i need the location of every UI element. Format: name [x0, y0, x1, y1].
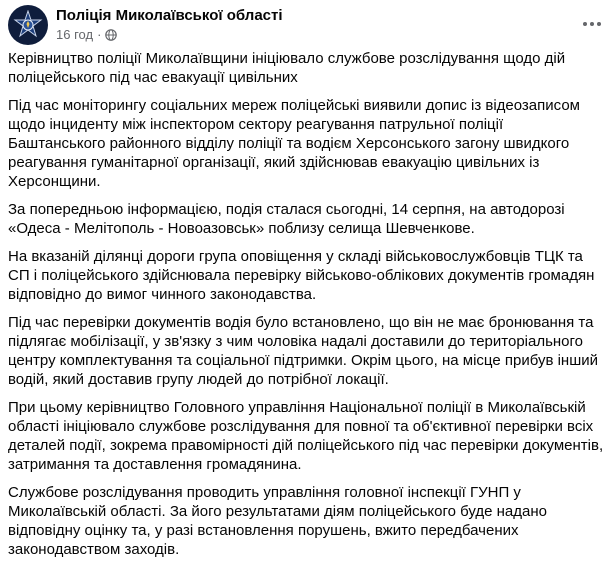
post-paragraph: Під час перевірки документів водія було встановлено, що він не має бронювання та підлягає мобілізації, у зв'язку з чим чоловіка надалі доставили до територіального центру комплектування та соціальної підтримки. Окрім цього, на місце прибув інший водій, який доставив групу людей до потрібної локації.: [8, 314, 599, 388]
post-meta: [56, 27, 117, 42]
page-name[interactable]: Поліція Миколаївської області: [56, 7, 283, 24]
post-header: [0, 0, 608, 48]
post-text: [8, 49, 604, 568]
post-time[interactable]: 16 год: [56, 27, 94, 42]
more-options-button[interactable]: [578, 10, 606, 38]
post-paragraph: Під час моніторингу соціальних мереж поліцейські виявили допис із відеозаписом щодо інциденту між інспектором сектору реагування патрульної поліції Баштанського районного відділу поліції та водієм Херсонського загону швидкого реагування гуманітарної організації, який здійснював евакуацію цивільних із Херсонщини.: [8, 97, 580, 190]
avatar[interactable]: [8, 5, 48, 45]
meta-separator: ·: [97, 27, 102, 42]
post-paragraph: На вказаній ділянці дороги група оповіщення у складі військовослужбовців ТЦК та СП і поліцейського здійснювала перевірку військово-облікових документів громадян відповідно до вимог чинного законодавства.: [8, 248, 595, 303]
globe-icon[interactable]: [105, 29, 117, 41]
more-options-icon: [583, 22, 587, 26]
post-paragraph: Керівництво поліції Миколаївщини ініціювало службове розслідування щодо дій поліцейського під час евакуації цивільних: [8, 50, 566, 86]
post-paragraph: При цьому керівництво Головного управління Національної поліції в Миколаївській області ініціювало службове розслідування для повної та об'єктивної перевірки всіх деталей події, зокрема правомірності дій поліцейського під час перевірки документів, затримання та доставлення громадянина.: [8, 399, 604, 473]
post-paragraph: За попередньою інформацією, подія сталася сьогодні, 14 серпня, на автодорозі «Одеса - Мелітополь - Новоазовськ» поблизу селища Шевченкове.: [8, 201, 565, 237]
police-emblem-icon: [13, 10, 43, 40]
post-paragraph: Службове розслідування проводить управління головної інспекції ГУНП у Миколаївській області. За його результатами діям поліцейського буде надано відповідну оцінку та, у разі встановлення порушень, вжито передбачених законодавством заходів.: [8, 484, 547, 558]
